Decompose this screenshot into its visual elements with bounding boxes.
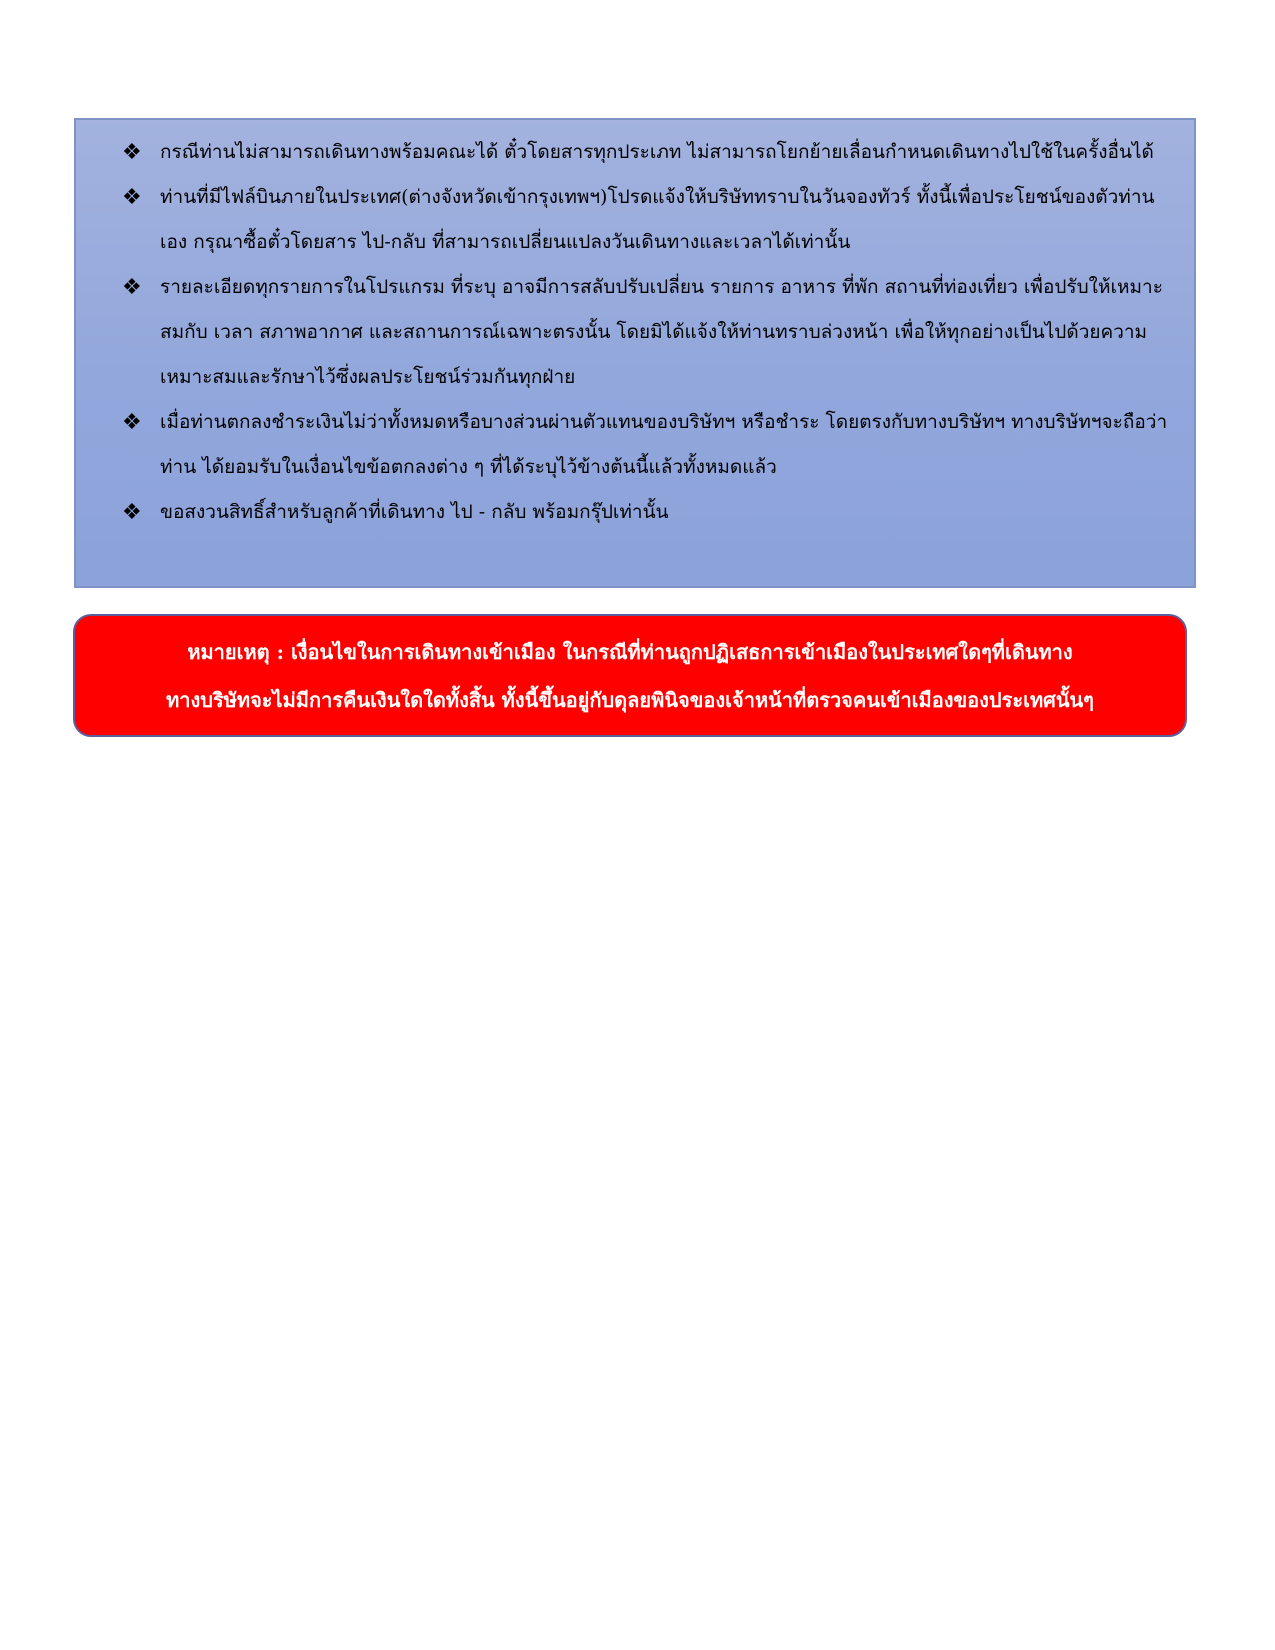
condition-item xyxy=(122,400,1176,490)
four-diamond-bullet-icon: ❖ xyxy=(122,185,142,210)
condition-text: ท่านที่มีไฟล์บินภายในประเทศ(ต่างจังหวัดเข้ากรุงเทพฯ)โปรดแจ้งให้บริษัททราบในวันจองทัวร์ ทั้งนี้เพื่อประโยชน์ของตัวท่านเอง กรุณาซื้อตั๋วโดยสาร ไป-กลับ ที่สามารถเปลี่ยนแปลงวันเดินทางและเวลาได้เท่านั้น xyxy=(160,186,1155,253)
condition-text: กรณีท่านไม่สามารถเดินทางพร้อมคณะได้ ตั๋วโดยสารทุกประเภท ไม่สามารถโยกย้ายเลื่อนกำหนดเดินทางไปใช้ในครั้งอื่นได้ xyxy=(160,141,1154,163)
conditions-box xyxy=(74,118,1196,588)
four-diamond-bullet-icon: ❖ xyxy=(122,500,142,525)
condition-item xyxy=(122,265,1176,400)
condition-item xyxy=(122,130,1176,175)
condition-text: รายละเอียดทุกรายการในโปรแกรม ที่ระบุ อาจมีการสลับปรับเปลี่ยน รายการ อาหาร ที่พัก สถานที่ท่องเที่ยว เพื่อปรับให้เหมาะสมกับ เวลา สภาพอากาศ และสถานการณ์เฉพาะตรงนั้น โดยมิได้แจ้งให้ท่านทราบล่วงหน้า เพื่อให้ทุกอย่างเป็นไปด้วยความเหมาะสมและรักษาไว้ซึ่งผลประโยชน์ร่วมกันทุกฝ่าย xyxy=(160,276,1163,388)
four-diamond-bullet-icon: ❖ xyxy=(122,140,142,165)
condition-text: เมื่อท่านตกลงชำระเงินไม่ว่าทั้งหมดหรือบางส่วนผ่านตัวแทนของบริษัทฯ หรือชำระ โดยตรงกับทางบริษัทฯ ทางบริษัทฯจะถือว่าท่าน ได้ยอมรับในเงื่อนไขข้อตกลงต่าง ๆ ที่ได้ระบุไว้ข้างต้นนี้แล้วทั้งหมดแล้ว xyxy=(160,411,1168,478)
condition-item xyxy=(122,175,1176,265)
note-line-1: หมายเหตุ : เงื่อนไขในการเดินทางเข้าเมือง ในกรณีที่ท่านถูกปฏิเสธการเข้าเมืองในประเทศใดๆที่เดินทาง xyxy=(187,639,1073,664)
note-line-2: ทางบริษัทจะไม่มีการคืนเงินใดใดทั้งสิ้น ทั้งนี้ขึ้นอยู่กับดุลยพินิจของเจ้าหน้าที่ตรวจคนเข้าเมืองของประเทศนั้นๆ xyxy=(166,687,1094,712)
conditions-list xyxy=(122,130,1176,535)
condition-item xyxy=(122,490,1176,535)
condition-text: ขอสงวนสิทธิ์สำหรับลูกค้าที่เดินทาง ไป - กลับ พร้อมกรุ๊ปเท่านั้น xyxy=(160,501,669,523)
four-diamond-bullet-icon: ❖ xyxy=(122,410,142,435)
refund-note-box xyxy=(73,614,1187,737)
four-diamond-bullet-icon: ❖ xyxy=(122,275,142,300)
